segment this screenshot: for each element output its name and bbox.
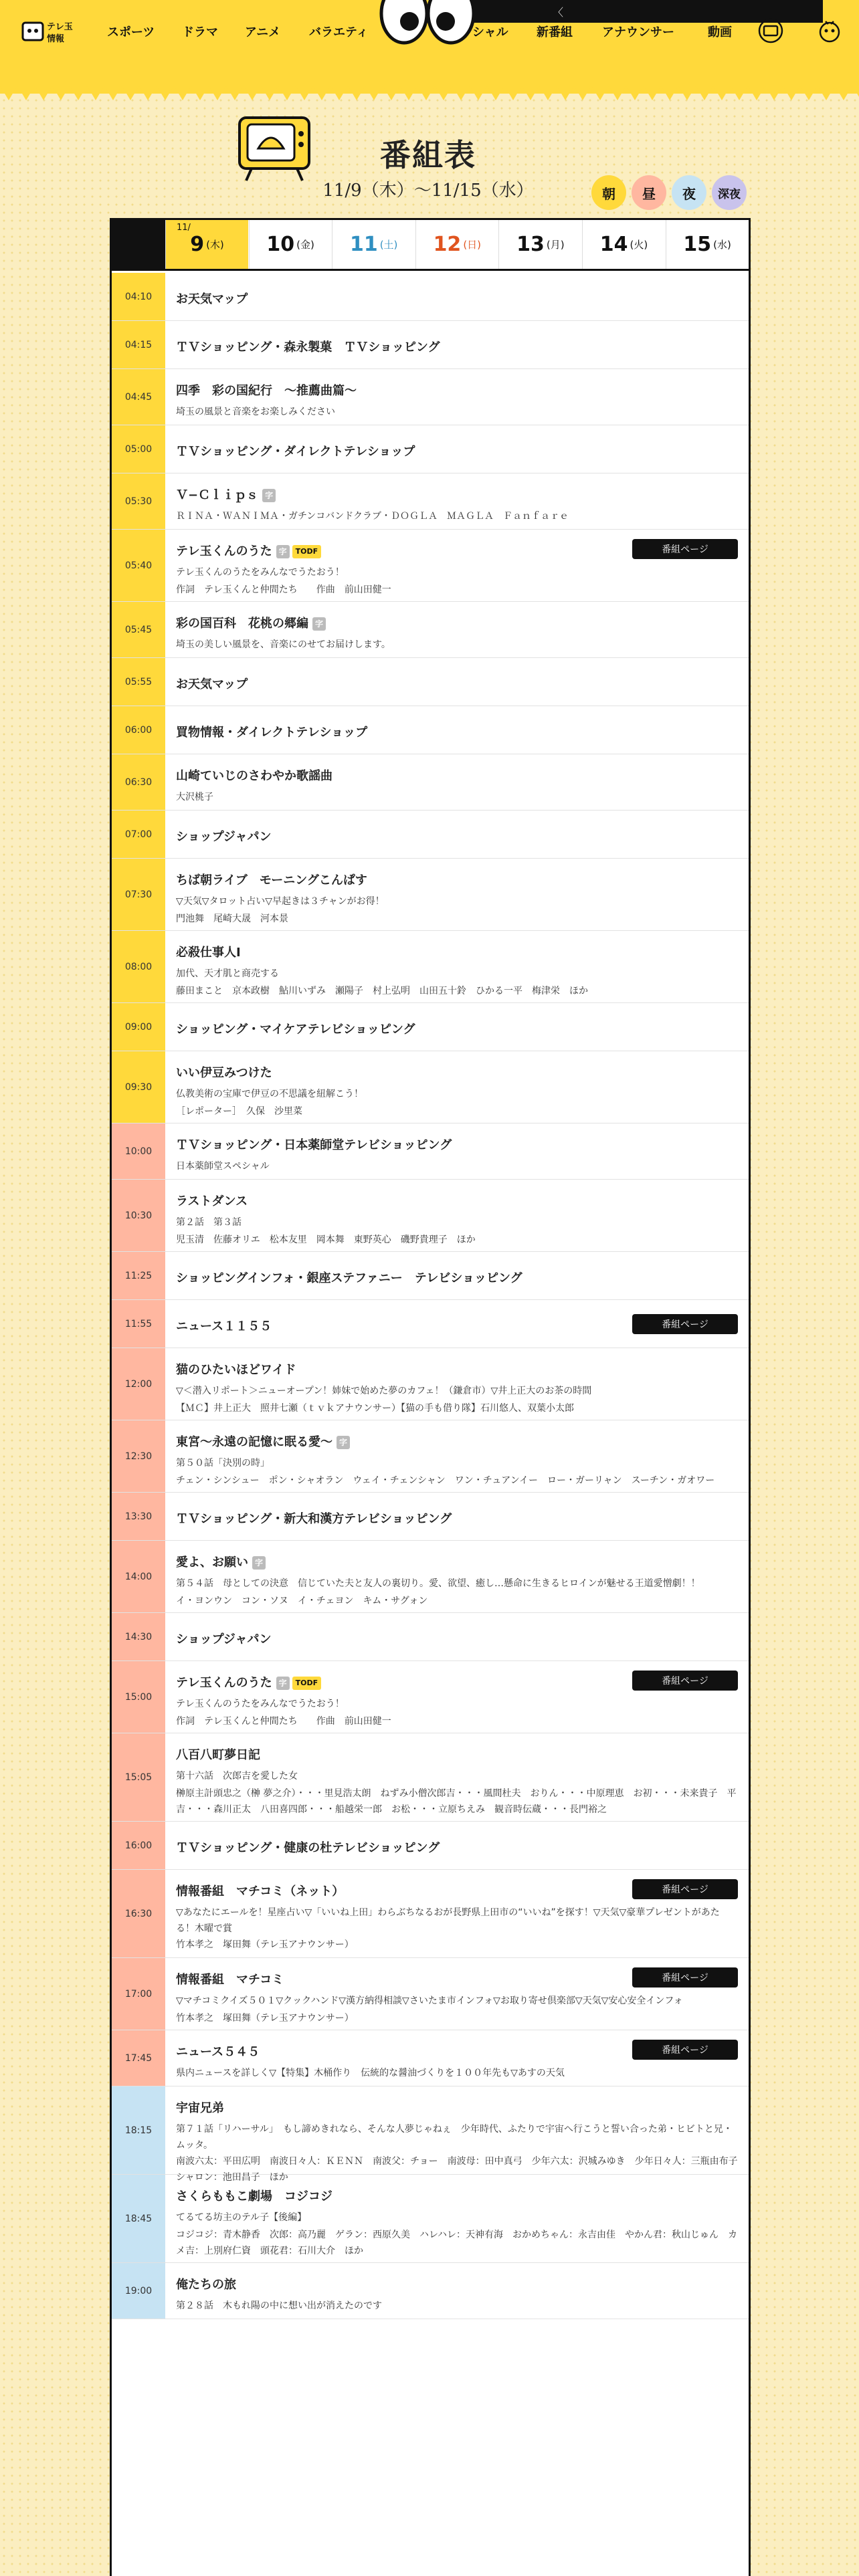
program-desc: ▽あなたにエールを！星座占い▽「いいね上田」わらぶちなるおが長野県上田市の“いいね”を探す！▽天気▽豪華プレゼントがあたる！木曜で賞 — [176, 1907, 720, 1934]
day-weekday: (金) — [296, 239, 314, 251]
nav-drama[interactable]: ドラマ — [182, 25, 218, 39]
date-range: 11/9（木）〜11/15（水） — [322, 181, 534, 201]
mascot-eyes-icon — [379, 0, 479, 47]
header-wave — [0, 86, 859, 103]
program-desc: 作詞 テレ玉くんと仲間たち 作曲 前山田健一 — [176, 584, 391, 595]
day-tab-10[interactable] — [249, 220, 332, 269]
program-title-text[interactable]: 宇宙兄弟 — [176, 2101, 224, 2115]
day-tab-15[interactable] — [666, 220, 749, 269]
program-page-button[interactable]: 番組ページ — [632, 1967, 738, 1988]
program-title[interactable] — [176, 871, 367, 888]
program-title-text[interactable]: 四季 彩の国紀行 〜推薦曲篇〜 — [176, 384, 357, 398]
program-desc: 埼玉の風景と音楽をお楽しみください — [176, 407, 335, 417]
program-title-text[interactable]: ニュース１１５５ — [176, 1319, 272, 1333]
program-title[interactable] — [176, 1673, 321, 1691]
program-time: 07:30 — [112, 859, 165, 930]
program-title[interactable] — [176, 1063, 272, 1081]
program-time: 12:00 — [112, 1348, 165, 1420]
program-row[interactable] — [112, 1613, 749, 1661]
program-row[interactable] — [112, 1348, 749, 1420]
program-desc: ［レポーター］ 久保 沙里菜 — [176, 1106, 302, 1117]
program-row[interactable] — [112, 425, 749, 473]
program-title[interactable] — [176, 486, 276, 503]
program-time: 14:30 — [112, 1613, 165, 1660]
program-title[interactable] — [176, 1745, 260, 1763]
program-title-text[interactable]: いい伊豆みつけた — [176, 1066, 272, 1080]
program-time: 07:00 — [112, 811, 165, 858]
svg-text:情報: 情報 — [47, 33, 65, 43]
program-time: 08:00 — [112, 931, 165, 1002]
nav-announcer[interactable]: アナウンサー — [602, 25, 674, 39]
program-row[interactable] — [112, 2030, 749, 2086]
program-desc: イ・ヨンウン コン・ソヌ イ・チェヨン キム・サグォン — [176, 1596, 428, 1606]
program-title-text[interactable]: ショッピング・マイケアテレビショッピング — [176, 1023, 415, 1037]
program-title[interactable] — [176, 2099, 224, 2116]
subtitle-badge: 字 — [276, 1677, 290, 1690]
tod-badge: TODF — [292, 1677, 322, 1690]
program-time: 12:30 — [112, 1420, 165, 1492]
program-time: 05:00 — [112, 425, 165, 473]
program-time: 18:15 — [112, 2086, 165, 2174]
program-desc: 第２話 第３話 — [176, 1217, 242, 1228]
program-row[interactable] — [112, 2175, 749, 2263]
program-row[interactable] — [112, 1958, 749, 2030]
program-time: 04:15 — [112, 321, 165, 368]
nav-sports[interactable]: スポーツ — [107, 25, 155, 39]
program-time: 04:10 — [112, 273, 165, 320]
program-row[interactable] — [112, 1822, 749, 1870]
day-tab-12[interactable] — [415, 220, 498, 269]
program-time: 16:00 — [112, 1822, 165, 1869]
program-desc: ＲＩＮＡ・ＷＡＮＩＭＡ・ガチンコバンドクラブ・ＤＯＧＬＡ ＭＡＧＬＡ Ｆａｎｆａｒｅ — [176, 511, 569, 522]
program-title-text[interactable]: ショップジャパン — [176, 830, 272, 844]
program-row[interactable] — [112, 1051, 749, 1123]
subtitle-badge: 字 — [262, 489, 276, 502]
program-title[interactable] — [176, 723, 367, 740]
program-title[interactable] — [176, 1269, 522, 1286]
program-desc: 県内ニュースを詳しく▽【特集】木桶作り 伝統的な醤油づくりを１００年先も▽あすの天気 — [176, 2068, 565, 2078]
program-desc: ▽マチコミクイズ５０１▽クックハンド▽漢方納得相談▽さいたま市インフォ▽お取り寄せ倶楽部▽天気▽安心安全インフォ — [176, 1996, 683, 2006]
program-title-text[interactable]: ショッピングインフォ・銀座ステファニー テレビショッピング — [176, 1271, 522, 1285]
program-row[interactable] — [112, 273, 749, 321]
tod-night-button[interactable]: 夜 — [672, 175, 706, 210]
program-title-text[interactable]: テレ玉くんのうた — [176, 1676, 272, 1690]
svg-text:テレ玉: テレ玉 — [47, 21, 73, 31]
program-title-text[interactable]: ＴＶショッピング・森永製菓 ＴＶショッピング — [176, 340, 440, 354]
day-weekday: (日) — [463, 239, 482, 251]
site-logo[interactable] — [20, 13, 87, 48]
program-row[interactable] — [112, 473, 749, 530]
program-time: 15:00 — [112, 1661, 165, 1733]
program-title-text[interactable]: 買物情報・ダイレクトテレショップ — [176, 726, 368, 740]
program-time: 10:00 — [112, 1123, 165, 1179]
program-desc: テレ玉くんのうたをみんなでうたおう！ — [176, 567, 345, 578]
day-number: 13 — [516, 233, 545, 256]
program-title-text[interactable]: ちば朝ライブ モーニングこんぱす — [176, 873, 367, 887]
program-title-text[interactable]: 猫のひたいほどワイド — [176, 1363, 296, 1377]
day-tab-11[interactable] — [332, 220, 415, 269]
program-title[interactable] — [176, 290, 248, 307]
program-title[interactable] — [176, 1882, 344, 1899]
program-title[interactable] — [176, 614, 326, 631]
program-desc: テレ玉くんのうたをみんなでうたおう！ — [176, 1699, 345, 1709]
day-number: 10 — [266, 233, 295, 256]
program-row[interactable] — [112, 1300, 749, 1348]
program-title[interactable] — [176, 442, 415, 459]
program-time: 19:00 — [112, 2263, 165, 2319]
program-title-text[interactable]: 情報番組 マチコミ — [176, 1973, 284, 1987]
program-row[interactable] — [112, 1123, 749, 1180]
tv-icon[interactable] — [757, 17, 784, 44]
program-row[interactable] — [112, 1733, 749, 1822]
banner-arrow-icon[interactable]: 〈 — [553, 6, 564, 19]
program-desc: 日本薬師堂スペシャル — [176, 1161, 270, 1172]
tod-badge: TODF — [292, 545, 322, 558]
program-time: 16:30 — [112, 1870, 165, 1957]
day-number: 15 — [683, 233, 712, 256]
program-desc: 竹本孝之 塚田舞（テレ玉アナウンサー） — [176, 2013, 354, 2024]
program-desc: 門池舞 尾崎大晟 河本景 — [176, 914, 288, 924]
subtitle-badge: 字 — [252, 1556, 266, 1570]
site-header — [0, 0, 859, 94]
program-title-text[interactable]: Ｖ−Ｃｌｉｐｓ — [176, 488, 259, 502]
program-title[interactable] — [176, 1360, 296, 1378]
program-desc: ▽＜潜入リポート＞ニューオープン！姉妹で始めた夢のカフェ！（鎌倉市）▽井上正大のお茶の時間 — [176, 1386, 592, 1396]
program-desc: 第７１話「リハーサル」 もし諦めきれなら、そんな人夢じゃねぇ 少年時代、ふたりで宇宙へ行こうと誓い合った弟・ヒビトと兄・ムッタ。 — [176, 2124, 733, 2151]
program-title[interactable] — [176, 766, 332, 784]
program-page-button[interactable]: 番組ページ — [632, 2040, 738, 2060]
program-row[interactable] — [112, 706, 749, 754]
program-title-text[interactable]: ショップジャパン — [176, 1632, 272, 1646]
program-title[interactable] — [176, 542, 321, 559]
program-title-text[interactable]: テレ玉くんのうた — [176, 544, 272, 558]
program-title[interactable] — [176, 1136, 452, 1153]
program-title-text[interactable]: ＴＶショッピング・健康の杜テレビショッピング — [176, 1841, 440, 1855]
program-title-text[interactable]: 情報番組 マチコミ（ネット） — [176, 1885, 345, 1899]
program-row[interactable] — [112, 859, 749, 931]
program-title[interactable] — [176, 827, 272, 845]
program-desc: 作詞 テレ玉くんと仲間たち 作曲 前山田健一 — [176, 1716, 391, 1727]
program-title-text[interactable]: 八百八町夢日記 — [176, 1748, 260, 1762]
program-desc: 榊原主計頭忠之（榊 夢之介）・・・里見浩太朗 ねずみ小僧次郎吉・・・風間杜夫 おりん・・・中原理恵 お初・・・未来貴子 平吉・・・森川正太 八田喜四郎・・・船越栄一郎 お松・・・立原ちえみ 観音時伝蔵・・・長門裕之 — [176, 1788, 737, 1815]
program-title[interactable] — [176, 1553, 266, 1570]
tod-latenight-button[interactable]: 深夜 — [712, 175, 747, 210]
program-time: 17:00 — [112, 1958, 165, 2030]
program-row[interactable] — [112, 1493, 749, 1541]
program-title[interactable] — [176, 1970, 284, 1988]
program-time: 09:00 — [112, 1003, 165, 1051]
program-title-text[interactable]: 必殺仕事人Ⅰ — [176, 946, 241, 960]
day-weekday: (水) — [713, 239, 731, 251]
program-row[interactable] — [112, 1180, 749, 1252]
program-time: 05:55 — [112, 658, 165, 706]
program-row[interactable] — [112, 1541, 749, 1613]
program-row[interactable] — [112, 1870, 749, 1958]
day-number: 14 — [599, 233, 628, 256]
program-desc: コジコジ：青木静香 次郎：高乃麗 ゲラン：西原久美 ハレハレ：天神有海 おかめちゃん：永吉由佳 やかん君：秋山じゅん カメ吉：上別府仁資 頭花君：石川大介 ほか — [176, 2230, 738, 2256]
program-title-text[interactable]: ＴＶショッピング・日本薬師堂テレビショッピング — [176, 1138, 452, 1152]
program-title[interactable] — [176, 2042, 260, 2060]
program-title-text[interactable]: 山崎ていじのさわやか歌謡曲 — [176, 769, 332, 783]
nav-variety[interactable]: バラエティ — [309, 25, 369, 39]
subtitle-badge: 字 — [276, 545, 290, 558]
program-desc: 大沢桃子 — [176, 792, 213, 802]
program-desc: 南波六太：平田広明 南波日々人：ＫＥＮＮ 南波父：チョー 南波母：田中真弓 少年六太：沢城みゆき 少年日々人：三瓶由布子 シャロン：池田昌子 ほか — [176, 2156, 747, 2183]
program-time: 06:30 — [112, 754, 165, 810]
program-title-text[interactable]: お天気マップ — [176, 677, 248, 691]
day-number: 12 — [433, 233, 462, 256]
program-row[interactable] — [112, 530, 749, 602]
program-time: 10:30 — [112, 1180, 165, 1251]
day-tab-9[interactable] — [165, 220, 248, 269]
program-row[interactable] — [112, 1661, 749, 1733]
program-title-text[interactable]: 愛よ、お願い — [176, 1555, 248, 1570]
program-time: 11:55 — [112, 1300, 165, 1348]
day-tabs-corner — [112, 220, 165, 271]
tod-day-button[interactable]: 昼 — [632, 175, 666, 210]
program-title[interactable] — [176, 381, 357, 399]
day-weekday: (月) — [546, 239, 565, 251]
program-desc: ▽天気▽タロット占い▽早起きは３チャンがお得！ — [176, 896, 385, 907]
program-title[interactable] — [176, 2187, 332, 2204]
program-title-text[interactable]: ニュース５４５ — [176, 2045, 260, 2059]
program-title[interactable] — [176, 2275, 236, 2292]
program-desc: 児玉清 佐藤オリエ 松本友里 岡本舞 東野英心 磯野貴理子 ほか — [176, 1235, 476, 1245]
program-row[interactable] — [112, 602, 749, 658]
program-desc: 第２８話 木もれ陽の中に想い出が消えたのです — [176, 2300, 382, 2311]
program-time: 05:40 — [112, 530, 165, 601]
program-title-text[interactable]: ＴＶショッピング・新大和漢方テレビショッピング — [176, 1512, 452, 1526]
program-time: 09:30 — [112, 1051, 165, 1123]
program-time: 04:45 — [112, 369, 165, 425]
program-row[interactable] — [112, 1420, 749, 1493]
nav-video[interactable]: 動画 — [708, 25, 732, 39]
program-desc: 第５０話「決別の時」 — [176, 1458, 270, 1469]
program-desc: 第十六話 次郎吉を愛した女 — [176, 1771, 298, 1782]
program-row[interactable] — [112, 1003, 749, 1051]
program-desc: チェン・シンシュー ポン・シャオラン ウェイ・チェンシャン ワン・チュアンイー ロー・ガーリャン スーチン・ガオワー — [176, 1475, 715, 1486]
program-title[interactable] — [176, 675, 248, 692]
day-weekday: (土) — [379, 239, 398, 251]
nav-special[interactable]: シャル — [472, 25, 508, 39]
day-number: 11 — [349, 233, 378, 256]
program-title[interactable] — [176, 943, 241, 960]
program-row[interactable] — [112, 658, 749, 706]
program-title[interactable] — [176, 1317, 272, 1334]
program-title[interactable] — [176, 338, 440, 355]
program-row[interactable] — [112, 1252, 749, 1300]
nav-new-programs[interactable]: 新番組 — [537, 25, 573, 39]
schedule-table — [110, 218, 751, 2576]
program-desc: 第５４話 母としての決意 信じていた夫と友人の裏切り。愛、欲望、癒し…懸命に生きるヒロインが魅せる王道愛憎劇！！ — [176, 1578, 700, 1589]
program-page-button[interactable]: 番組ページ — [632, 1879, 738, 1899]
program-page-button[interactable]: 番組ページ — [632, 1314, 738, 1334]
program-desc: 仏教美術の宝庫で伊豆の不思議を紐解こう！ — [176, 1089, 363, 1099]
day-month: 11/ — [177, 223, 191, 233]
program-time: 13:30 — [112, 1493, 165, 1540]
tv-illustration-icon — [234, 111, 314, 185]
program-title[interactable] — [176, 1432, 350, 1450]
program-desc: 藤田まこと 京本政樹 鮎川いずみ 瀬陽子 村上弘明 山田五十鈴 ひかる一平 梅津栄 ほか — [176, 986, 588, 996]
program-title[interactable] — [176, 1630, 272, 1647]
program-row[interactable] — [112, 931, 749, 1003]
program-title-text[interactable]: 俺たちの旅 — [176, 2278, 236, 2292]
program-time: 05:30 — [112, 473, 165, 529]
page-title: 番組表 — [380, 137, 476, 173]
program-row[interactable] — [112, 369, 749, 425]
day-tabs — [112, 220, 749, 271]
program-title[interactable] — [176, 1838, 440, 1856]
subtitle-badge: 字 — [312, 617, 326, 631]
day-weekday: (木) — [206, 239, 224, 251]
program-desc: 竹本孝之 塚田舞（テレ玉アナウンサー） — [176, 1939, 354, 1950]
program-desc: 加代、天才肌と商売する — [176, 968, 279, 979]
program-title-text[interactable]: ラストダンス — [176, 1194, 248, 1208]
program-desc: 【ＭＣ】井上正大 照井七瀬（ｔｖｋアナウンサー）【猫の手も借り隊】石川悠人、双葉小太郎 — [176, 1403, 574, 1414]
program-row[interactable] — [112, 321, 749, 369]
day-tab-13[interactable] — [498, 220, 581, 269]
program-row[interactable] — [112, 811, 749, 859]
program-time: 14:00 — [112, 1541, 165, 1612]
program-title[interactable] — [176, 1509, 452, 1527]
program-time: 11:25 — [112, 1252, 165, 1299]
tod-morning-button[interactable]: 朝 — [591, 175, 626, 210]
program-time: 05:45 — [112, 602, 165, 657]
nav-anime[interactable]: アニメ — [245, 25, 281, 39]
day-number: 9 — [190, 233, 205, 256]
program-title-text[interactable]: お天気マップ — [176, 292, 248, 306]
program-title[interactable] — [176, 1192, 248, 1209]
program-title-text[interactable]: 東宮〜永遠の記憶に眠る愛〜 — [176, 1435, 332, 1449]
program-title-text[interactable]: ＴＶショッピング・ダイレクトテレショップ — [176, 445, 415, 459]
subtitle-badge: 字 — [337, 1436, 350, 1449]
program-row[interactable] — [112, 754, 749, 811]
program-page-button[interactable]: 番組ページ — [632, 1671, 738, 1691]
program-desc: てるてる坊主のテル子【後編】 — [176, 2212, 307, 2223]
program-title[interactable] — [176, 1020, 415, 1037]
program-row[interactable] — [112, 2086, 749, 2183]
program-time: 15:05 — [112, 1733, 165, 1821]
program-time: 06:00 — [112, 706, 165, 754]
menu-mascot-icon[interactable] — [816, 17, 843, 44]
program-time: 17:45 — [112, 2030, 165, 2086]
program-title-text[interactable]: さくらももこ劇場 コジコジ — [176, 2189, 332, 2204]
program-desc: 埼玉の美しい風景を、音楽にのせてお届けします。 — [176, 639, 391, 650]
program-page-button[interactable]: 番組ページ — [632, 539, 738, 559]
program-title-text[interactable]: 彩の国百科 花桃の郷編 — [176, 617, 308, 631]
day-weekday: (火) — [630, 239, 648, 251]
program-row[interactable] — [112, 2263, 749, 2319]
program-time: 18:45 — [112, 2175, 165, 2262]
day-tab-14[interactable] — [582, 220, 665, 269]
